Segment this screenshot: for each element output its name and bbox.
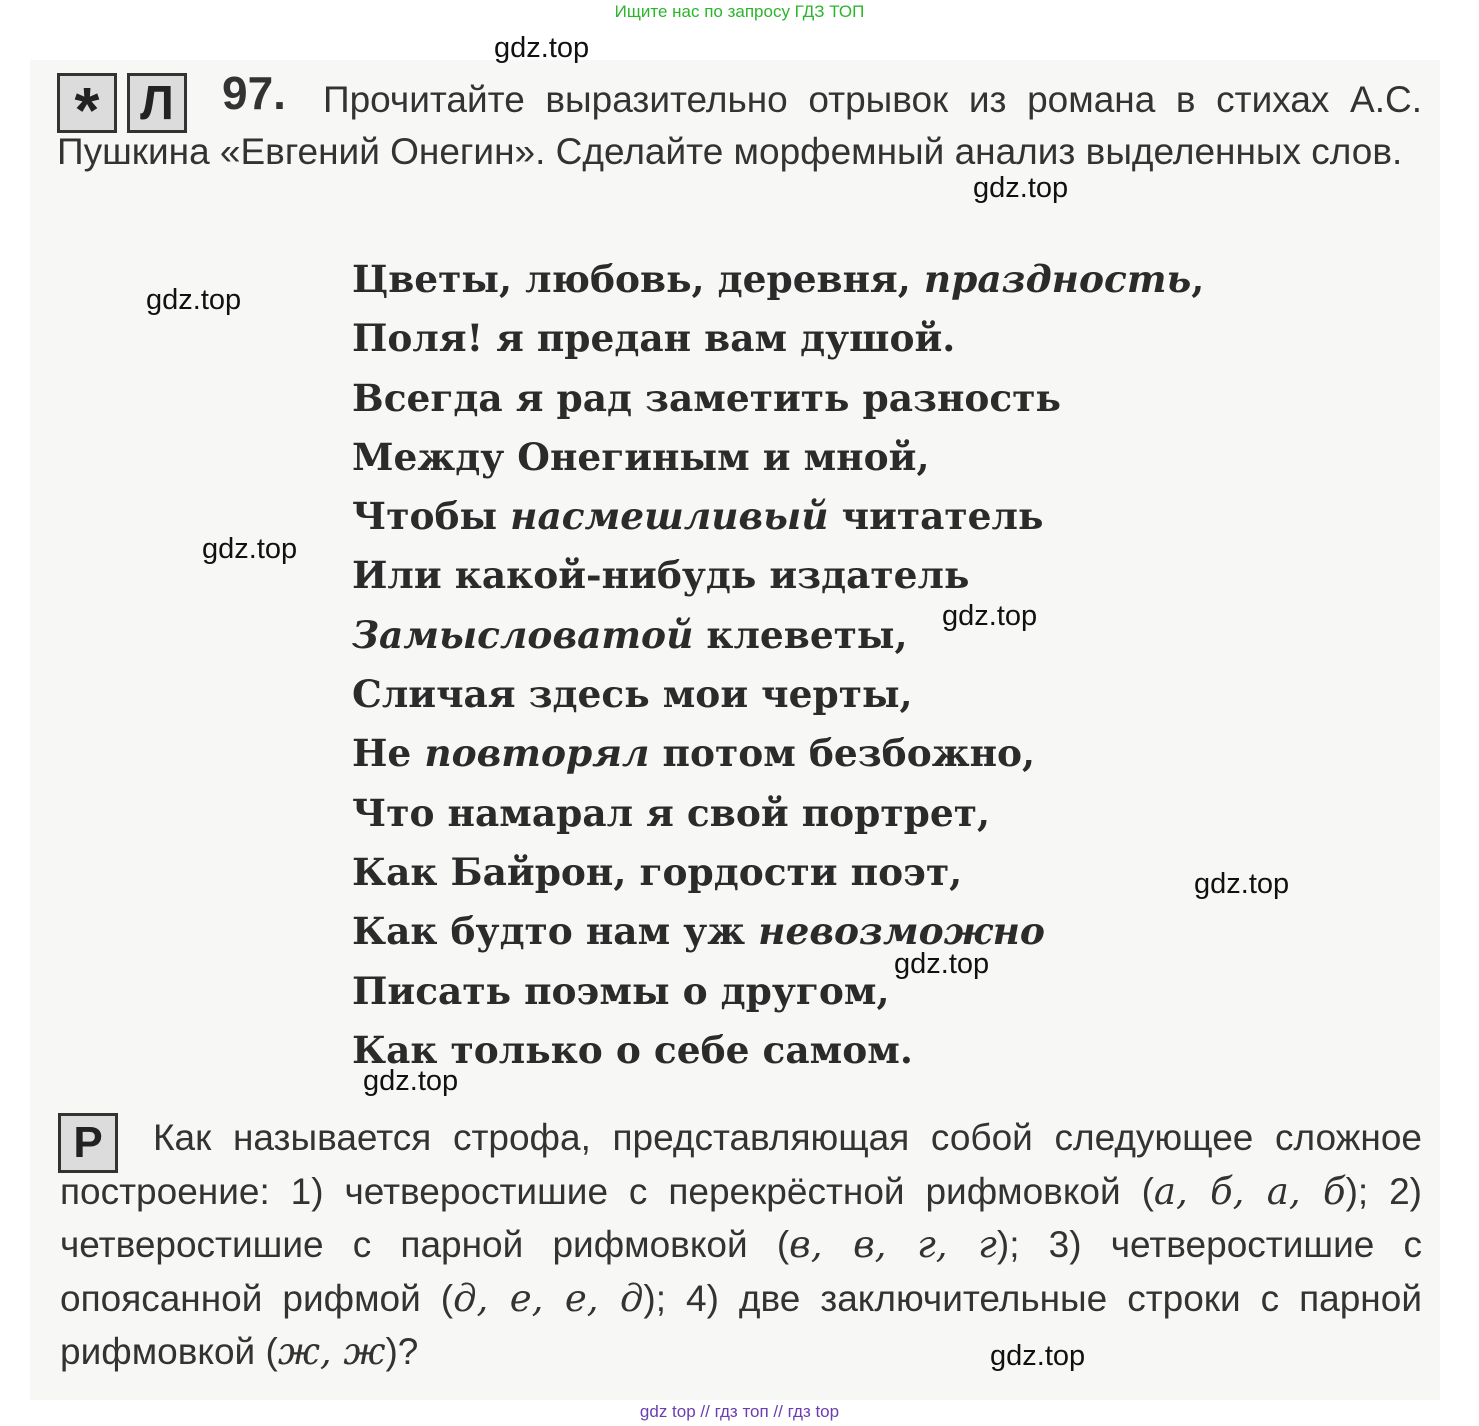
poem-line: Замысловатой клеветы, xyxy=(352,612,908,657)
poem-line: Или какой-нибудь издатель xyxy=(352,553,970,598)
watermark: gdz.top xyxy=(942,600,1038,632)
l-badge-icon: Л xyxy=(127,73,187,133)
top-banner[interactable]: Ищите нас по запросу ГДЗ ТОП xyxy=(614,2,865,21)
r-task-question: Как называется строфа, представляющая собой следующее сложное построение: 1) четверостишие с перекрёстной рифмовкой (а, б, а, б); 2) четверостишие с парной рифмовкой (в, в, г, г); 3) четверостишие с опоясанной рифмой (д, е, е, д); 4) две заключительные строки с парной рифмовкой (ж, ж)? xyxy=(60,1117,1422,1373)
watermark: gdz.top xyxy=(1194,868,1290,900)
poem-line: Как только о себе самом. xyxy=(352,1027,913,1072)
poem-line: Сличая здесь мои черты, xyxy=(352,672,913,717)
highlighted-word: повторял xyxy=(424,731,650,776)
watermark: gdz.top xyxy=(494,32,590,64)
poem-line: Между Онегиным и мной, xyxy=(352,434,930,479)
poem-line: Не повторял потом безбожно, xyxy=(352,731,1036,776)
poem-line: Как будто нам уж невозможно xyxy=(352,909,1045,954)
rhyme-scheme: ж, ж xyxy=(277,1330,386,1373)
watermark: gdz.top xyxy=(973,172,1069,204)
highlighted-word: праздность xyxy=(923,257,1192,301)
watermark: gdz.top xyxy=(990,1340,1086,1372)
watermark: gdz.top xyxy=(363,1065,459,1097)
poem-line: Писать поэмы о другом, xyxy=(352,968,890,1013)
poem xyxy=(352,250,1205,1080)
star-badge-icon: * xyxy=(57,73,117,133)
r-badge-icon: Р xyxy=(58,1113,118,1173)
poem-line: Чтобы насмешливый читатель xyxy=(352,494,1044,539)
watermark: gdz.top xyxy=(894,948,990,980)
rhyme-scheme: а, б, а, б xyxy=(1153,1169,1346,1213)
poem-line: Что намарал я свой портрет, xyxy=(352,790,990,835)
rhyme-scheme: д, е, е, д xyxy=(453,1276,644,1320)
highlighted-word: насмешливый xyxy=(510,494,829,539)
task-instructions: Прочитайте выразительно отрывок из романа в стихах А.С. Пушкина «Евгений Онегин». Сделайте морфемный анализ выделенных слов. xyxy=(57,79,1422,172)
watermark: gdz.top xyxy=(146,284,242,316)
poem-line: Цветы, любовь, деревня, праздность, xyxy=(352,257,1205,301)
highlighted-word: невозможно xyxy=(758,909,1045,954)
poem-line: Как Байрон, гордости поэт, xyxy=(352,849,963,894)
task-number: 97. xyxy=(222,67,286,119)
poem-line: Всегда я рад заметить разность xyxy=(352,375,1061,420)
watermark: gdz.top xyxy=(202,533,298,565)
rhyme-scheme: в, в, г, г xyxy=(789,1223,997,1266)
bottom-banner[interactable]: gdz top // гдз топ // гдз top xyxy=(639,1402,840,1421)
poem-line: Поля! я предан вам душой. xyxy=(352,316,956,361)
highlighted-word: Замысловатой xyxy=(352,612,694,657)
